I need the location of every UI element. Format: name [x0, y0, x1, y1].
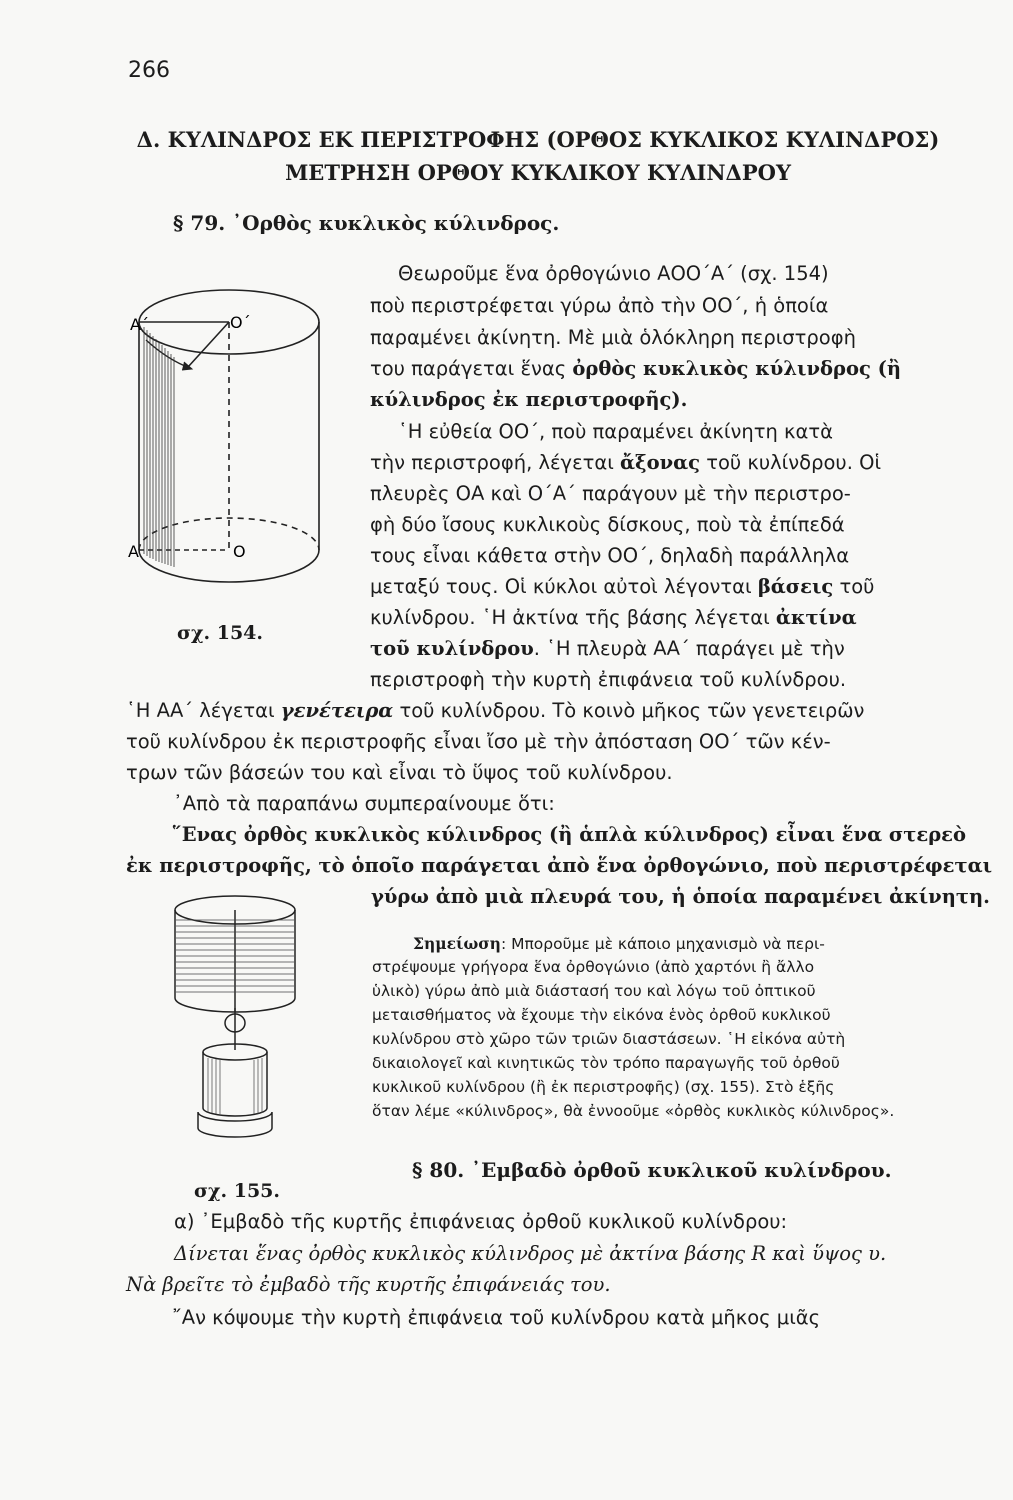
note-line: μεταισθήματος νὰ ἔχουμε τὴν εἰκόνα ἑνὸς ὀρθοῦ κυκλικοῦ: [372, 1006, 831, 1024]
definition-line: γύρω ἀπὸ μιὰ πλευρά του, ἡ ὁποία παραμένει ἀκίνητη.: [371, 885, 990, 908]
term-radius: ἀκτίνα: [775, 606, 857, 629]
body-line: τοῦ κυλίνδρου ἐκ περιστροφῆς εἶναι ἴσο μὲ τὴν ἀπόσταση ΟΟ΄ τῶν κέν-: [126, 730, 831, 753]
term-cylinder-of-revolution: κύλινδρος ἐκ περιστροφῆς).: [370, 388, 688, 411]
body-line: [370, 451, 881, 475]
label-o: O: [233, 542, 246, 561]
body-line: ῾Η εὐθεία ΟΟ΄, ποὺ παραμένει ἀκίνητη κατὰ: [398, 420, 833, 443]
body-text: τὴν περιστροφή, λέγεται: [370, 451, 621, 474]
section-79-title: § 79. ᾿Ορθὸς κυκλικὸς κύλινδρος.: [173, 211, 560, 235]
body-text: τοῦ: [833, 575, 875, 598]
body-text: τοῦ κυλίνδρου. Τὸ κοινὸ μῆκος τῶν γενετειρῶν: [393, 699, 865, 722]
body-line: πλευρὲς ΟΑ καὶ Ο΄Α΄ παράγουν μὲ τὴν περιστρο-: [370, 482, 851, 505]
body-line: φὴ δύο ἴσους κυκλικοὺς δίσκους, ποὺ τὰ ἐπίπεδά: [370, 513, 845, 536]
figure-154-cylinder: [128, 282, 338, 612]
body-line: [370, 606, 857, 630]
note-line: ὑλικὸ) γύρω ἀπὸ μιὰ διάστασή του καὶ λόγω τοῦ ὀπτικοῦ: [372, 982, 816, 1000]
term-axis: ἄξονας: [620, 451, 701, 474]
note-text: : Μποροῦμε μὲ κάποιο μηχανισμὸ νὰ περι-: [500, 935, 825, 953]
body-line: τους εἶναι κάθετα στὴν ΟΟ΄, δηλαδὴ παράλληλα: [370, 544, 850, 567]
body-line: ποὺ περιστρέφεται γύρω ἀπὸ τὴν ΟΟ΄, ἡ ὁποία: [370, 294, 829, 317]
body-line: [370, 357, 901, 381]
note-label: Σημείωση: [413, 934, 501, 953]
problem-line: Νὰ βρεῖτε τὸ ἐμβαδὸ τῆς κυρτῆς ἐπιφάνειάς του.: [126, 1273, 611, 1296]
term-radius-of-cylinder: τοῦ κυλίνδρου: [370, 637, 534, 660]
body-text: μεταξύ τους. Οἱ κύκλοι αὐτοὶ λέγονται: [370, 575, 758, 598]
page-number: 266: [128, 58, 170, 83]
note-line: [413, 934, 825, 954]
label-a: A: [128, 542, 139, 561]
chapter-heading: Δ. ΚΥΛΙΝΔΡΟΣ ΕΚ ΠΕΡΙΣΤΡΟΦΗΣ (ΟΡΘΟΣ ΚΥΚΛΙΚΟΣ ΚΥΛΙΝΔΡΟΣ): [136, 127, 940, 152]
section-80-title: § 80. ᾿Εμβαδὸ ὀρθοῦ κυκλικοῦ κυλίνδρου.: [412, 1158, 892, 1182]
problem-line: Δίνεται ἕνας ὀρθὸς κυκλικὸς κύλινδρος μὲ ἀκτίνα βάσης R καὶ ὕψος υ.: [174, 1242, 887, 1265]
body-line: [370, 637, 845, 661]
figure-155-caption: σχ. 155.: [194, 1180, 281, 1202]
figure-155-spinning-device: [162, 890, 312, 1155]
part-a-title: α) ᾿Εμβαδὸ τῆς κυρτῆς ἐπιφάνειας ὀρθοῦ κυκλικοῦ κυλίνδρου:: [174, 1210, 788, 1233]
definition-line: ῞Ενας ὀρθὸς κυκλικὸς κύλινδρος (ἢ ἁπλὰ κύλινδρος) εἶναι ἕνα στερεὸ: [172, 823, 967, 846]
body-line: [126, 699, 864, 723]
note-line: κυλίνδρου στὸ χῶρο τῶν τριῶν διαστάσεων. ῾Η εἰκόνα αὐτὴ: [372, 1030, 846, 1048]
note-line: στρέψουμε γρήγορα ἕνα ὀρθογώνιο (ἀπὸ χαρτόνι ἢ ἄλλο: [372, 958, 815, 976]
body-line: Θεωροῦμε ἕνα ὀρθογώνιο ΑΟΟ΄Α΄ (σχ. 154): [398, 262, 829, 285]
body-line: ῎Αν κόψουμε τὴν κυρτὴ ἐπιφάνεια τοῦ κυλίνδρου κατὰ μῆκος μιᾶς: [172, 1306, 821, 1329]
term-bases: βάσεις: [757, 575, 834, 598]
body-line: [370, 575, 874, 599]
term-right-circular-cylinder: ὀρθὸς κυκλικὸς κύλινδρος (ἢ: [572, 357, 902, 380]
label-o-prime: O΄: [230, 313, 251, 332]
body-line: παραμένει ἀκίνητη. Μὲ μιὰ ὁλόκληρη περιστροφὴ: [370, 326, 856, 349]
note-line: δικαιολογεῖ καὶ κινητικῶς τὸν τρόπο παραγωγῆς τοῦ ὀρθοῦ: [372, 1054, 840, 1072]
chapter-subheading: ΜΕΤΡΗΣΗ ΟΡΘΟΥ ΚΥΚΛΙΚΟΥ ΚΥΛΙΝΔΡΟΥ: [285, 160, 791, 185]
body-text: ῾Η ΑΑ΄ λέγεται: [126, 699, 281, 722]
definition-line: ἐκ περιστροφῆς, τὸ ὁποῖο παράγεται ἀπὸ ἕνα ὀρθογώνιο, ποὺ περιστρέφεται: [126, 854, 993, 877]
note-line: κυκλικοῦ κυλίνδρου (ἢ ἐκ περιστροφῆς) (σχ. 155). Στὸ ἑξῆς: [372, 1078, 835, 1096]
body-text: . ῾Η πλευρὰ ΑΑ΄ παράγει μὲ τὴν: [533, 637, 845, 660]
body-line: τρων τῶν βάσεών του καὶ εἶναι τὸ ὕψος τοῦ κυλίνδρου.: [126, 761, 673, 784]
body-text: τοῦ κυλίνδρου. Οἱ: [700, 451, 882, 474]
body-text: κυλίνδρου. ῾Η ἀκτίνα τῆς βάσης λέγεται: [370, 606, 776, 629]
body-line: περιστροφὴ τὴν κυρτὴ ἐπιφάνεια τοῦ κυλίνδρου.: [370, 668, 847, 691]
label-a-prime: A΄: [130, 315, 149, 334]
figure-154-caption: σχ. 154.: [177, 622, 264, 644]
body-text: του παράγεται ἕνας: [370, 357, 573, 380]
note-line: ὅταν λέμε «κύλινδρος», θὰ ἐννοοῦμε «ὀρθὸς κυκλικὸς κύλινδρος».: [372, 1102, 895, 1120]
body-line: ᾿Απὸ τὰ παραπάνω συμπεραίνουμε ὅτι:: [173, 792, 555, 815]
term-generatrix: γενέτειρα: [280, 699, 394, 722]
